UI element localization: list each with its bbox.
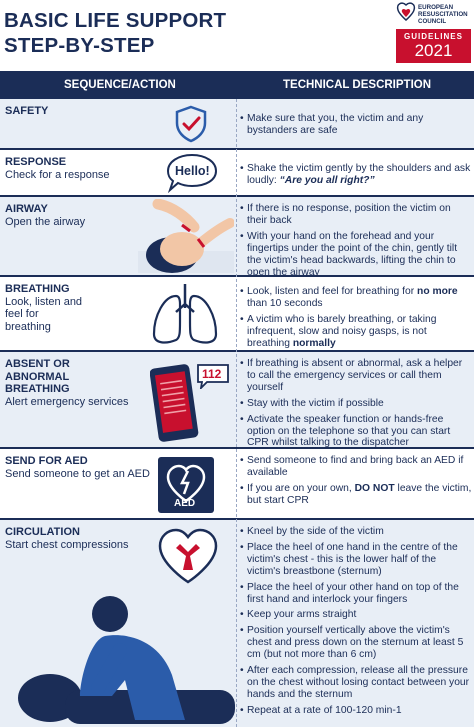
row-description <box>240 358 472 453</box>
aed-icon <box>158 457 214 513</box>
guidelines-year: 2021 <box>414 41 453 60</box>
row-label: BREATHING Look, listen and feel for breathing <box>5 283 83 333</box>
list-item: • Keep your arms straight <box>240 609 472 621</box>
list-item: • Make sure that you, the victim and any bystanders are safe <box>240 113 472 137</box>
guidelines-badge <box>396 29 471 63</box>
list-item: • After each compression, release all the pressure on the chest without losing contact between your hands and the sternum <box>240 665 472 701</box>
bubble-text: Hello! <box>175 164 210 178</box>
lungs-icon <box>150 282 220 348</box>
head-tilt-illustration <box>138 199 234 275</box>
shield-check-icon <box>174 105 208 143</box>
column-header-description: TECHNICAL DESCRIPTION <box>283 79 432 91</box>
phone-icon <box>150 358 200 444</box>
title-line-1: BASIC LIFE SUPPORT <box>4 9 227 32</box>
row-description <box>240 113 472 141</box>
list-item: • Send someone to find and bring back an AED if available <box>240 455 472 479</box>
list-item: • Position yourself vertically above the victim's chest and press down on the sternum at least 5 cm (but not more than 6 cm) <box>240 625 472 661</box>
guidelines-label: GUIDELINES <box>404 32 463 41</box>
list-item: • A victim who is barely breathing, or taking infrequent, slow and noisy gasps, is not breathing normally <box>240 314 472 350</box>
row-safety <box>0 99 474 150</box>
row-label: RESPONSE Check for a response <box>5 156 110 181</box>
erc-logo-block <box>396 2 471 64</box>
row-label: AIRWAY Open the airway <box>5 203 86 228</box>
table-header <box>0 71 474 99</box>
row-label: SEND FOR AED Send someone to get an AED <box>5 455 150 480</box>
page-title <box>4 8 226 58</box>
list-item: • Repeat at a rate of 100-120 min-1 <box>240 705 472 717</box>
list-item: • If breathing is absent or abnormal, ask a helper to call the emergency services or call them yourself <box>240 358 472 394</box>
erc-heart-logo-icon <box>396 2 416 24</box>
column-header-sequence: SEQUENCE/ACTION <box>64 79 176 91</box>
list-item: • If there is no response, position the victim on their back <box>240 203 472 227</box>
column-divider <box>236 99 237 727</box>
organization-name: EUROPEAN RESUSCITATION COUNCIL <box>418 4 468 25</box>
row-description <box>240 203 472 282</box>
list-item: • If you are on your own, DO NOT leave the victim, but start CPR <box>240 483 472 507</box>
title-line-2: STEP-BY-STEP <box>4 34 155 57</box>
list-item: • Activate the speaker function or hands-free option on the telephone so that you can start CPR whilst talking to the dispatcher <box>240 414 472 450</box>
list-item: • Place the heel of one hand in the centre of the victim's chest - this is the lower half of the victim's breastbone (sternum) <box>240 542 472 578</box>
row-response <box>0 150 474 197</box>
row-label: ABSENT OR ABNORMAL BREATHING Alert emergency services <box>5 358 129 408</box>
row-circulation <box>0 520 474 727</box>
speech-bubble-icon <box>166 153 218 193</box>
list-item: • Stay with the victim if possible <box>240 398 472 410</box>
list-item: • With your hand on the forehead and your fingertips under the point of the chin, gently tilt the victim's head backwards, lifting the chin to open the airway <box>240 231 472 279</box>
row-breathing <box>0 277 474 352</box>
aed-label: AED <box>174 498 196 509</box>
row-airway <box>0 197 474 277</box>
row-label: SAFETY <box>5 105 49 117</box>
list-item: • Shake the victim gently by the shoulders and ask loudly: “Are you all right?” <box>240 163 472 187</box>
emergency-number-bubble <box>195 363 231 387</box>
row-send-for-aed <box>0 449 474 520</box>
list-item: • Place the heel of your other hand on top of the first hand and interlock your fingers <box>240 582 472 606</box>
row-description <box>240 163 472 191</box>
row-description <box>240 455 472 511</box>
row-description <box>240 286 472 354</box>
row-label: CIRCULATION Start chest compressions <box>5 526 129 551</box>
row-description <box>240 526 472 721</box>
row-absent-breathing <box>0 352 474 449</box>
bubble-text: 112 <box>202 367 222 381</box>
cpr-compression-illustration <box>10 580 236 726</box>
list-item: • Kneel by the side of the victim <box>240 526 472 538</box>
list-item: • Look, listen and feel for breathing for no more than 10 seconds <box>240 286 472 310</box>
heart-hands-icon <box>156 526 220 586</box>
